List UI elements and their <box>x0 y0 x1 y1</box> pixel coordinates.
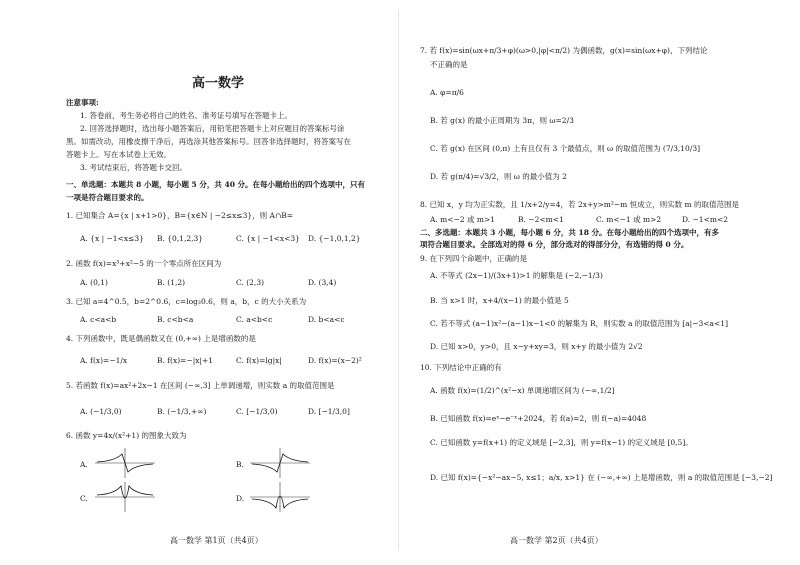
option: A. {x | −1<x≤3} <box>80 234 144 243</box>
option: B. −2<m<1 <box>518 215 564 224</box>
question-stem: 10. 下列结论中正确的有 <box>420 363 502 372</box>
option: C. 已知函数 y=f(x+1) 的定义域是 [−2,3]，则 y=f(x−1) 的定义域是 [0,5]。 <box>430 438 693 447</box>
notice-line: 1. 答卷前，考生务必将自己的姓名、准考证号填写在答题卡上。 <box>80 111 293 120</box>
option: C. 若 g(x) 在区间 (0,π) 上有且仅有 3 个最值点，则 ω 的取值范围为 (7/3,10/3] <box>430 144 701 153</box>
graph-option-c <box>95 482 155 512</box>
option: B. <box>236 460 244 469</box>
option: D. {−1,0,1,2} <box>308 234 361 243</box>
section-heading: 一项是符合题目要求的。 <box>66 193 149 202</box>
option: B. 若 g(x) 的最小正周期为 3π，则 ω=2/3 <box>430 116 574 125</box>
option: A. 函数 f(x)=(1/2)^(x²−x) 单调递增区间为 (−∞,1/2] <box>430 386 615 395</box>
option: A. c<a<b <box>80 315 117 324</box>
section-heading: 一、单选题：本题共 8 小题，每小题 5 分，共 40 分。在每小题给出的四个选项中，只有 <box>66 180 366 189</box>
notice-line: 答题卡上。写在本试卷上无效。 <box>66 150 171 159</box>
option: D. f(x)=(x−2)² <box>308 356 362 365</box>
option: D. 已知 f(x)={−x²−ax−5, x≤1；a/x, x>1} 在 (−∞,+∞) 上是增函数，则 a 的取值范围是 [−3,−2] <box>430 473 773 482</box>
option: B. (−1/3,+∞) <box>157 407 207 416</box>
notice-line: 3. 考试结束后，将答题卡交回。 <box>80 163 188 172</box>
option: D. 已知 x>0，y>0，且 x−y+xy=3，则 x+y 的最小值为 2√2 <box>430 342 643 351</box>
question-stem: 4. 下列函数中，既是偶函数又在 (0,+∞) 上是增函数的是 <box>66 334 256 343</box>
option: C. m<−1 或 m>2 <box>596 215 662 224</box>
graph-option-d <box>250 482 310 512</box>
question-stem: 7. 若 f(x)=sin(ωx+π/3+φ)(ω>0,|φ|<π/2) 为偶函数，g(x)=sin(ωx+φ)，下列结论 <box>420 46 708 55</box>
option: B. 已知函数 f(x)=eˣ−e⁻ˣ+2024，若 f(a)=2，则 f(−a)=4048 <box>430 414 647 423</box>
question-stem: 不正确的是 <box>430 60 468 69</box>
option: D. b<a<c <box>308 315 345 324</box>
option: A. m<−2 或 m>1 <box>430 215 496 224</box>
option: C. (2,3) <box>236 278 265 287</box>
question-stem: 5. 若函数 f(x)=ax²+2x−1 在区间 (−∞,3] 上单调递增，则实数 a 的取值范围是 <box>66 381 335 390</box>
graph-option-b <box>250 448 310 478</box>
section-heading: 二、多选题：本题共 3 小题，每小题 6 分，共 18 分。在每小题给出的四个选项中，有多 <box>420 228 720 237</box>
page-divider <box>398 10 399 550</box>
option: D. <box>236 494 245 503</box>
option: C. f(x)=lg|x| <box>236 356 282 365</box>
question-stem: 6. 函数 y=4x/(x²+1) 的图象大致为 <box>66 431 187 440</box>
question-stem: 9. 在下列四个命题中，正确的是 <box>420 254 528 263</box>
question-stem: 8. 已知 x，y 均为正实数，且 1/x+2/y=4，若 2x+y>m²−m 恒成立，则实数 m 的取值范围是 <box>420 200 740 209</box>
notice-line: 2. 回答选择题时，选出每小题答案后，用铅笔把答题卡上对应题目的答案标号涂 <box>80 124 345 133</box>
option: C. <box>80 494 88 503</box>
option: B. (1,2) <box>157 278 186 287</box>
graph-option-a <box>95 448 155 478</box>
page-1 <box>0 0 390 565</box>
section-heading: 项符合题目要求。全部选对的得 6 分，部分选对的得部分分，有选错的得 0 分。 <box>420 240 689 249</box>
page-footer: 高一数学 第2页（共4页） <box>510 536 603 545</box>
option: D. 若 g(π/4)=√3/2，则 ω 的最小值为 2 <box>430 172 567 181</box>
option: D. (3,4) <box>308 278 337 287</box>
notice-heading: 注意事项: <box>66 98 99 107</box>
option: A. (−1/3,0) <box>80 407 122 416</box>
option: A. φ=π/6 <box>430 88 464 97</box>
option: C. [−1/3,0) <box>236 407 278 416</box>
option: A. (0,1) <box>80 278 108 287</box>
option: B. f(x)=−|x|+1 <box>157 356 214 365</box>
page-footer: 高一数学 第1页（共4页） <box>170 536 263 545</box>
question-stem: 1. 已知集合 A={x | x+1>0}，B={x∈N | −2≤x≤3}，则 A∩B= <box>66 211 294 220</box>
notice-line: 黑。如需改动，用橡皮擦干净后，再选涂其他答案标号。回答非选择题时，将答案写在 <box>66 137 351 146</box>
question-stem: 3. 已知 a=4^0.5，b=2^0.6，c=log₃0.6，则 a，b，c 的大小关系为 <box>66 297 307 306</box>
option: A. 不等式 (2x−1)/(3x+1)>1 的解集是 (−2,−1/3) <box>430 271 603 280</box>
option: D. [−1/3,0] <box>308 407 350 416</box>
option: D. −1<m<2 <box>682 215 729 224</box>
option: C. {x | −1<x<3} <box>236 234 300 243</box>
option: B. 当 x>1 时，x+4/(x−1) 的最小值是 5 <box>430 296 569 305</box>
option: B. c<b<a <box>157 315 194 324</box>
question-stem: 2. 函数 f(x)=x³+x²−5 的一个零点所在区间为 <box>66 259 222 268</box>
option: A. f(x)=−1/x <box>80 356 128 365</box>
option: C. a<b<c <box>236 315 273 324</box>
option: A. <box>80 460 88 469</box>
option: B. {0,1,2,3} <box>157 234 204 243</box>
page-2 <box>400 0 790 565</box>
page-title: 高一数学 <box>192 76 245 91</box>
option: C. 若不等式 (a−1)x²−(a−1)x−1<0 的解集为 R，则实数 a 的取值范围为 [a|−3<a<1] <box>430 319 728 328</box>
